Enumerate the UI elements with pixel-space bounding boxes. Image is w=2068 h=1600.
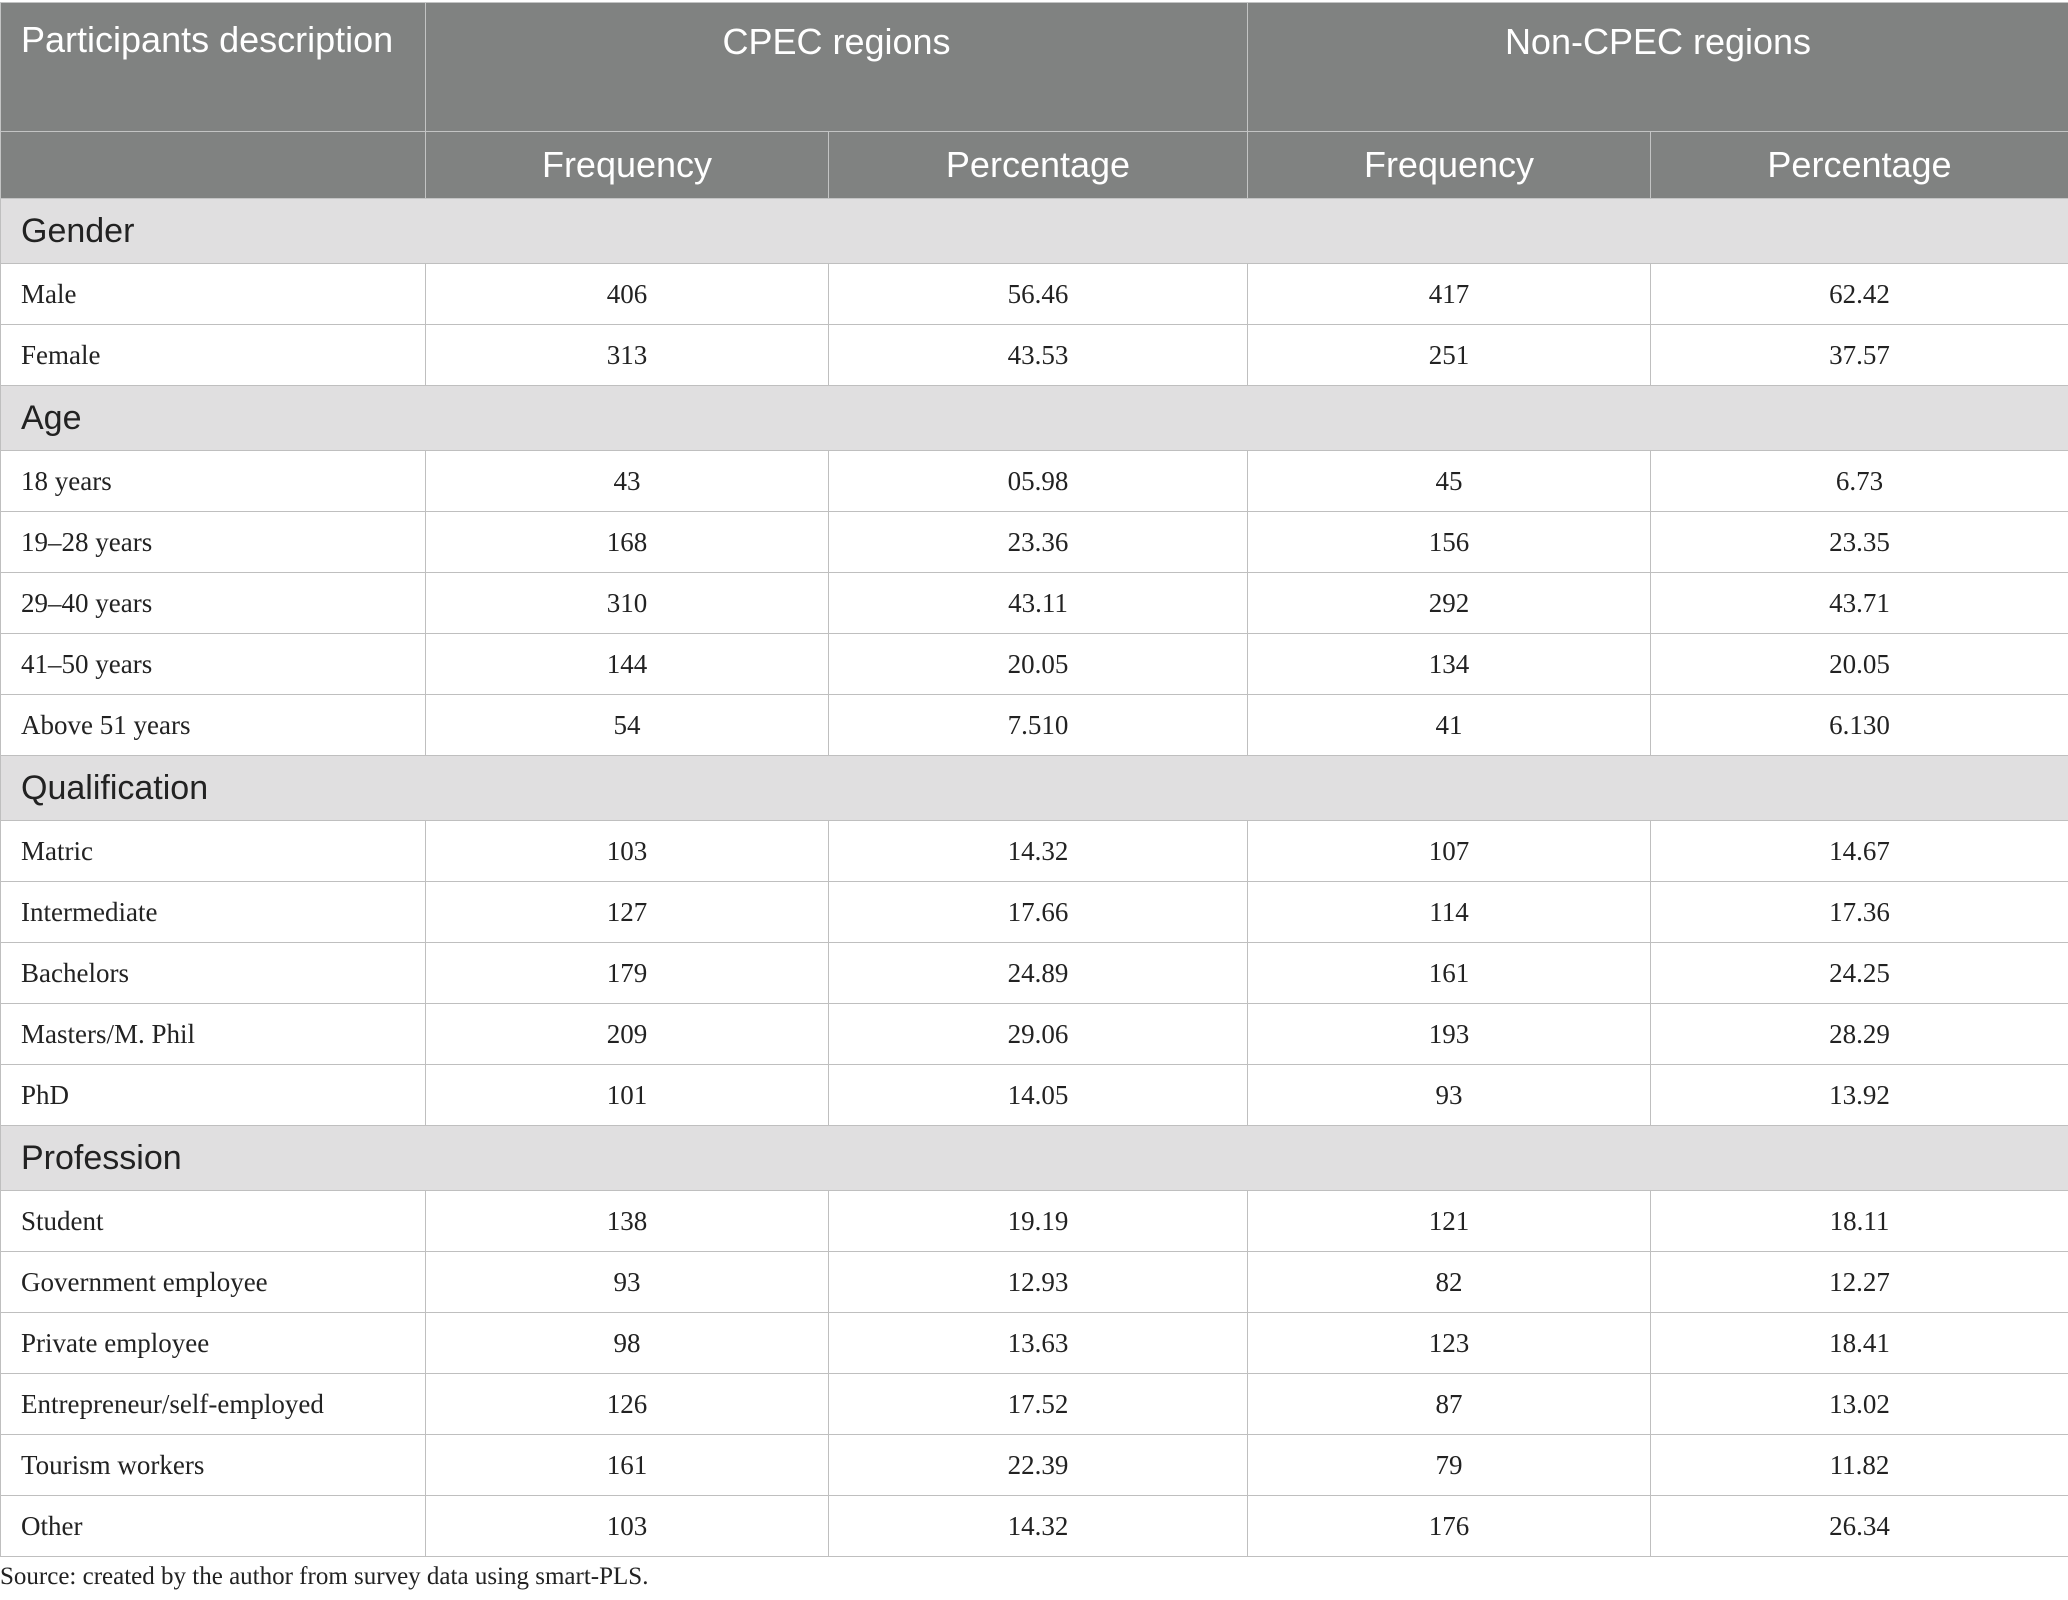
- cpec-frequency-cell: 54: [426, 695, 829, 756]
- cpec-percentage-cell: 14.32: [829, 821, 1248, 882]
- cpec-percentage-cell: 12.93: [829, 1252, 1248, 1313]
- non-cpec-frequency-cell: 82: [1248, 1252, 1651, 1313]
- row-label: 29–40 years: [1, 573, 426, 634]
- non-cpec-percentage-cell: 12.27: [1651, 1252, 2068, 1313]
- non-cpec-frequency-cell: 93: [1248, 1065, 1651, 1126]
- row-label: Male: [1, 264, 426, 325]
- header-cpec-frequency: Frequency: [426, 132, 829, 199]
- non-cpec-frequency-cell: 107: [1248, 821, 1651, 882]
- row-label: Bachelors: [1, 943, 426, 1004]
- cpec-frequency-cell: 406: [426, 264, 829, 325]
- table-row: [1, 1065, 2068, 1126]
- row-label: Government employee: [1, 1252, 426, 1313]
- non-cpec-percentage-cell: 11.82: [1651, 1435, 2068, 1496]
- row-label: 19–28 years: [1, 512, 426, 573]
- non-cpec-frequency-cell: 45: [1248, 451, 1651, 512]
- cpec-frequency-cell: 93: [426, 1252, 829, 1313]
- table-row: [1, 943, 2068, 1004]
- cpec-frequency-cell: 103: [426, 1496, 829, 1557]
- non-cpec-percentage-cell: 17.36: [1651, 882, 2068, 943]
- table-row: [1, 882, 2068, 943]
- cpec-percentage-cell: 17.52: [829, 1374, 1248, 1435]
- header-participants: Participants description: [1, 3, 426, 132]
- row-label: Tourism workers: [1, 1435, 426, 1496]
- cpec-percentage-cell: 13.63: [829, 1313, 1248, 1374]
- header-cpec-percentage: Percentage: [829, 132, 1248, 199]
- table-container: [0, 2, 2068, 1557]
- cpec-percentage-cell: 14.05: [829, 1065, 1248, 1126]
- non-cpec-percentage-cell: 23.35: [1651, 512, 2068, 573]
- non-cpec-frequency-cell: 134: [1248, 634, 1651, 695]
- cpec-frequency-cell: 126: [426, 1374, 829, 1435]
- section-title: Qualification: [1, 756, 2068, 821]
- row-label: Above 51 years: [1, 695, 426, 756]
- cpec-percentage-cell: 24.89: [829, 943, 1248, 1004]
- non-cpec-percentage-cell: 6.73: [1651, 451, 2068, 512]
- table-row: [1, 1191, 2068, 1252]
- non-cpec-frequency-cell: 292: [1248, 573, 1651, 634]
- cpec-frequency-cell: 101: [426, 1065, 829, 1126]
- cpec-percentage-cell: 7.510: [829, 695, 1248, 756]
- table-row: [1, 1004, 2068, 1065]
- table-header: [1, 3, 2068, 199]
- non-cpec-frequency-cell: 417: [1248, 264, 1651, 325]
- section-title: Age: [1, 386, 2068, 451]
- non-cpec-percentage-cell: 18.11: [1651, 1191, 2068, 1252]
- cpec-frequency-cell: 103: [426, 821, 829, 882]
- non-cpec-frequency-cell: 156: [1248, 512, 1651, 573]
- table-row: [1, 634, 2068, 695]
- non-cpec-percentage-cell: 28.29: [1651, 1004, 2068, 1065]
- non-cpec-frequency-cell: 41: [1248, 695, 1651, 756]
- table-row: [1, 451, 2068, 512]
- non-cpec-percentage-cell: 43.71: [1651, 573, 2068, 634]
- cpec-frequency-cell: 168: [426, 512, 829, 573]
- non-cpec-percentage-cell: 20.05: [1651, 634, 2068, 695]
- cpec-frequency-cell: 127: [426, 882, 829, 943]
- cpec-percentage-cell: 20.05: [829, 634, 1248, 695]
- row-label: Private employee: [1, 1313, 426, 1374]
- cpec-frequency-cell: 310: [426, 573, 829, 634]
- non-cpec-frequency-cell: 121: [1248, 1191, 1651, 1252]
- table-row: [1, 264, 2068, 325]
- cpec-frequency-cell: 179: [426, 943, 829, 1004]
- cpec-percentage-cell: 29.06: [829, 1004, 1248, 1065]
- header-blank: [1, 132, 426, 199]
- header-cpec-regions: CPEC regions: [426, 3, 1248, 132]
- table-row: [1, 695, 2068, 756]
- non-cpec-percentage-cell: 62.42: [1651, 264, 2068, 325]
- non-cpec-frequency-cell: 114: [1248, 882, 1651, 943]
- row-label: 41–50 years: [1, 634, 426, 695]
- section-row: [1, 386, 2068, 451]
- non-cpec-percentage-cell: 26.34: [1651, 1496, 2068, 1557]
- cpec-percentage-cell: 23.36: [829, 512, 1248, 573]
- cpec-percentage-cell: 17.66: [829, 882, 1248, 943]
- cpec-frequency-cell: 43: [426, 451, 829, 512]
- non-cpec-frequency-cell: 161: [1248, 943, 1651, 1004]
- section-row: [1, 1126, 2068, 1191]
- table-body: [1, 199, 2068, 1557]
- non-cpec-frequency-cell: 79: [1248, 1435, 1651, 1496]
- table-row: [1, 512, 2068, 573]
- cpec-frequency-cell: 161: [426, 1435, 829, 1496]
- section-row: [1, 199, 2068, 264]
- non-cpec-percentage-cell: 37.57: [1651, 325, 2068, 386]
- table-row: [1, 573, 2068, 634]
- row-label: Student: [1, 1191, 426, 1252]
- non-cpec-percentage-cell: 6.130: [1651, 695, 2068, 756]
- section-title: Gender: [1, 199, 2068, 264]
- non-cpec-frequency-cell: 123: [1248, 1313, 1651, 1374]
- header-non-cpec-percentage: Percentage: [1651, 132, 2068, 199]
- cpec-percentage-cell: 56.46: [829, 264, 1248, 325]
- cpec-frequency-cell: 98: [426, 1313, 829, 1374]
- row-label: Entrepreneur/self-employed: [1, 1374, 426, 1435]
- header-non-cpec-frequency: Frequency: [1248, 132, 1651, 199]
- cpec-percentage-cell: 19.19: [829, 1191, 1248, 1252]
- table-row: [1, 821, 2068, 882]
- row-label: Masters/M. Phil: [1, 1004, 426, 1065]
- header-non-cpec-regions: Non-CPEC regions: [1248, 3, 2068, 132]
- section-row: [1, 756, 2068, 821]
- participants-table: [0, 2, 2068, 1557]
- table-row: [1, 1252, 2068, 1313]
- table-row: [1, 1496, 2068, 1557]
- non-cpec-percentage-cell: 24.25: [1651, 943, 2068, 1004]
- cpec-percentage-cell: 22.39: [829, 1435, 1248, 1496]
- non-cpec-frequency-cell: 193: [1248, 1004, 1651, 1065]
- table-row: [1, 1313, 2068, 1374]
- row-label: Matric: [1, 821, 426, 882]
- cpec-percentage-cell: 14.32: [829, 1496, 1248, 1557]
- cpec-frequency-cell: 144: [426, 634, 829, 695]
- non-cpec-percentage-cell: 14.67: [1651, 821, 2068, 882]
- non-cpec-frequency-cell: 87: [1248, 1374, 1651, 1435]
- non-cpec-percentage-cell: 13.92: [1651, 1065, 2068, 1126]
- table-row: [1, 1435, 2068, 1496]
- row-label: Female: [1, 325, 426, 386]
- row-label: 18 years: [1, 451, 426, 512]
- row-label: Intermediate: [1, 882, 426, 943]
- table-row: [1, 1374, 2068, 1435]
- cpec-percentage-cell: 43.11: [829, 573, 1248, 634]
- non-cpec-frequency-cell: 251: [1248, 325, 1651, 386]
- row-label: Other: [1, 1496, 426, 1557]
- non-cpec-percentage-cell: 13.02: [1651, 1374, 2068, 1435]
- table-row: [1, 325, 2068, 386]
- section-title: Profession: [1, 1126, 2068, 1191]
- source-note: Source: created by the author from survey data using smart-PLS.: [0, 1563, 649, 1590]
- non-cpec-percentage-cell: 18.41: [1651, 1313, 2068, 1374]
- cpec-frequency-cell: 138: [426, 1191, 829, 1252]
- cpec-frequency-cell: 209: [426, 1004, 829, 1065]
- cpec-frequency-cell: 313: [426, 325, 829, 386]
- row-label: PhD: [1, 1065, 426, 1126]
- cpec-percentage-cell: 43.53: [829, 325, 1248, 386]
- cpec-percentage-cell: 05.98: [829, 451, 1248, 512]
- non-cpec-frequency-cell: 176: [1248, 1496, 1651, 1557]
